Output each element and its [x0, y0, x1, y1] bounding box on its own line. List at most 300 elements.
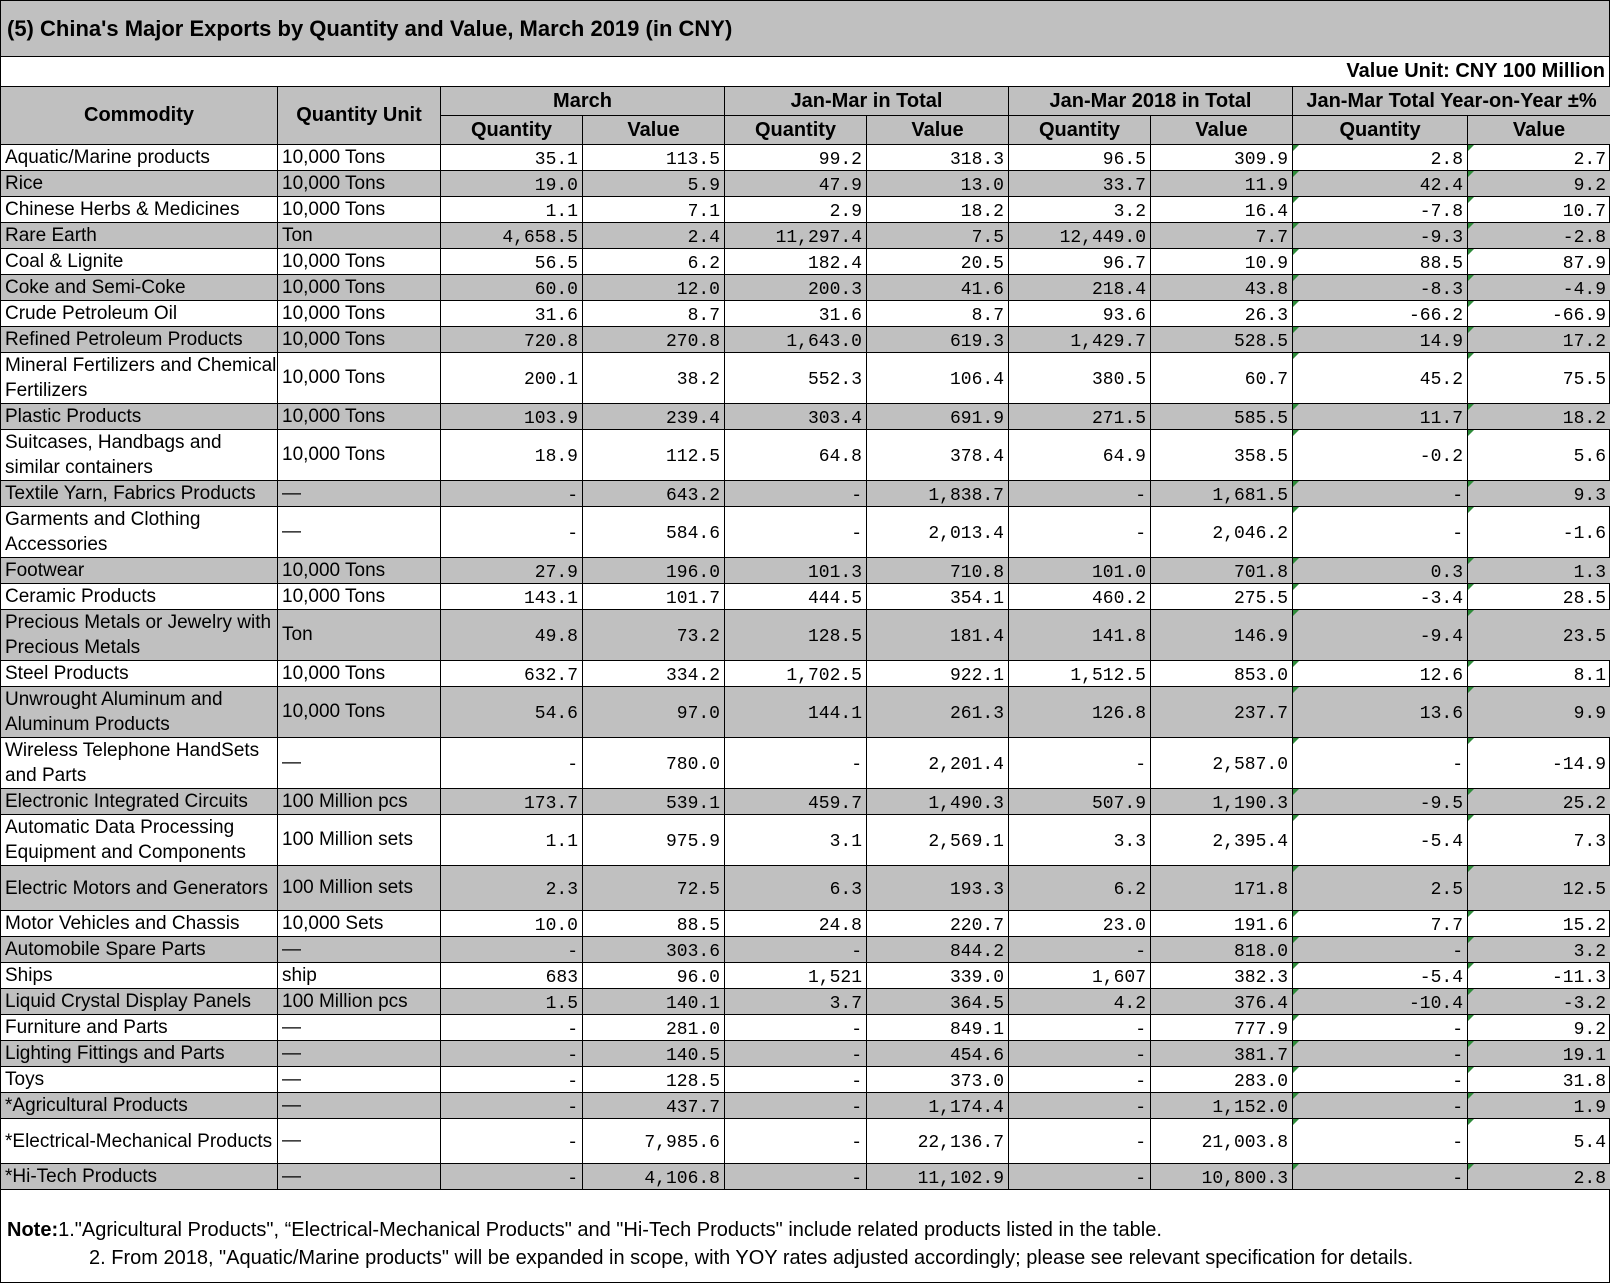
value-cell: 585.5	[1151, 404, 1293, 430]
table-row	[1, 353, 1610, 404]
quantity-cell: 93.6	[1009, 301, 1151, 327]
quantity-unit-cell: 10,000 Tons	[278, 584, 441, 610]
header-group-jan-mar-total: Jan-Mar in Total	[725, 87, 1009, 116]
quantity-cell: -	[1009, 1067, 1151, 1093]
header-sub-value: Value	[1468, 116, 1610, 145]
value-cell: 73.2	[583, 610, 725, 661]
quantity-cell: 3.7	[725, 989, 867, 1015]
quantity-cell: 144.1	[725, 687, 867, 738]
value-cell: 364.5	[867, 989, 1009, 1015]
quantity-cell: 128.5	[725, 610, 867, 661]
commodity-cell: Plastic Products	[1, 404, 278, 430]
quantity-cell: 459.7	[725, 789, 867, 815]
quantity-cell: -	[725, 1067, 867, 1093]
exports-table	[0, 86, 1610, 1190]
table-row	[1, 507, 1610, 558]
quantity-cell: 12,449.0	[1009, 223, 1151, 249]
value-cell: 376.4	[1151, 989, 1293, 1015]
quantity-cell: -	[1009, 937, 1151, 963]
commodity-cell: Unwrought Aluminum and Aluminum Products	[1, 687, 278, 738]
quantity-unit-cell: 10,000 Tons	[278, 661, 441, 687]
value-cell: -14.9	[1468, 738, 1610, 789]
quantity-unit-cell: —	[278, 1015, 441, 1041]
quantity-cell: -	[441, 1164, 583, 1190]
quantity-unit-cell: —	[278, 507, 441, 558]
value-cell: 2.8	[1468, 1164, 1610, 1190]
quantity-unit-cell: Ton	[278, 610, 441, 661]
quantity-cell: 47.9	[725, 171, 867, 197]
quantity-cell: -5.4	[1293, 963, 1468, 989]
value-cell: 38.2	[583, 353, 725, 404]
quantity-cell: -9.4	[1293, 610, 1468, 661]
value-cell: 75.5	[1468, 353, 1610, 404]
value-cell: 10,800.3	[1151, 1164, 1293, 1190]
value-cell: 777.9	[1151, 1015, 1293, 1041]
value-cell: 22,136.7	[867, 1119, 1009, 1164]
value-cell: 181.4	[867, 610, 1009, 661]
commodity-cell: Garments and Clothing Accessories	[1, 507, 278, 558]
commodity-cell: Suitcases, Handbags and similar containers	[1, 430, 278, 481]
quantity-unit-cell: —	[278, 481, 441, 507]
quantity-cell: 6.3	[725, 866, 867, 911]
value-cell: 97.0	[583, 687, 725, 738]
quantity-cell: -	[441, 481, 583, 507]
quantity-unit-cell: —	[278, 1164, 441, 1190]
value-cell: 239.4	[583, 404, 725, 430]
value-cell: 18.2	[1468, 404, 1610, 430]
value-cell: 72.5	[583, 866, 725, 911]
value-cell: 7,985.6	[583, 1119, 725, 1164]
value-cell: 2,569.1	[867, 815, 1009, 866]
table-row	[1, 171, 1610, 197]
quantity-cell: 2.9	[725, 197, 867, 223]
commodity-cell: Automatic Data Processing Equipment and Components	[1, 815, 278, 866]
quantity-cell: -9.5	[1293, 789, 1468, 815]
quantity-cell: 23.0	[1009, 911, 1151, 937]
quantity-unit-cell: 100 Million sets	[278, 866, 441, 911]
quantity-cell: 1,607	[1009, 963, 1151, 989]
title-bar	[1, 1, 1609, 57]
value-cell: 373.0	[867, 1067, 1009, 1093]
value-cell: 113.5	[583, 145, 725, 171]
quantity-cell: 6.2	[1009, 866, 1151, 911]
commodity-cell: Rice	[1, 171, 278, 197]
quantity-cell: -	[1293, 1119, 1468, 1164]
value-cell: 140.5	[583, 1041, 725, 1067]
quantity-cell: -	[441, 1119, 583, 1164]
value-cell: 378.4	[867, 430, 1009, 481]
value-cell: -4.9	[1468, 275, 1610, 301]
value-cell: 382.3	[1151, 963, 1293, 989]
quantity-cell: -5.4	[1293, 815, 1468, 866]
value-cell: 619.3	[867, 327, 1009, 353]
quantity-cell: -	[725, 1164, 867, 1190]
value-cell: 25.2	[1468, 789, 1610, 815]
table-row	[1, 1041, 1610, 1067]
value-cell: 853.0	[1151, 661, 1293, 687]
value-cell: -3.2	[1468, 989, 1610, 1015]
table-row	[1, 404, 1610, 430]
quantity-unit-cell: 10,000 Tons	[278, 275, 441, 301]
value-cell: 275.5	[1151, 584, 1293, 610]
quantity-cell: 1.5	[441, 989, 583, 1015]
value-cell: 3.2	[1468, 937, 1610, 963]
value-cell: 220.7	[867, 911, 1009, 937]
quantity-cell: -66.2	[1293, 301, 1468, 327]
quantity-cell: -	[441, 1067, 583, 1093]
commodity-cell: Footwear	[1, 558, 278, 584]
value-cell: 270.8	[583, 327, 725, 353]
value-cell: 20.5	[867, 249, 1009, 275]
quantity-unit-cell: 10,000 Tons	[278, 197, 441, 223]
quantity-cell: 1,643.0	[725, 327, 867, 353]
value-cell: 8.1	[1468, 661, 1610, 687]
value-cell: 87.9	[1468, 249, 1610, 275]
table-row	[1, 327, 1610, 353]
table-row	[1, 738, 1610, 789]
quantity-cell: 3.3	[1009, 815, 1151, 866]
value-cell: 5.9	[583, 171, 725, 197]
quantity-cell: -	[1293, 1164, 1468, 1190]
quantity-cell: 101.3	[725, 558, 867, 584]
value-cell: 334.2	[583, 661, 725, 687]
quantity-cell: 14.9	[1293, 327, 1468, 353]
footnote	[1, 1190, 1609, 1272]
quantity-cell: -7.8	[1293, 197, 1468, 223]
table-row	[1, 1164, 1610, 1190]
commodity-cell: Lighting Fittings and Parts	[1, 1041, 278, 1067]
table-row	[1, 1119, 1610, 1164]
quantity-cell: 1.1	[441, 815, 583, 866]
quantity-cell: 45.2	[1293, 353, 1468, 404]
value-cell: 1,152.0	[1151, 1093, 1293, 1119]
value-cell: 101.7	[583, 584, 725, 610]
header-sub-value: Value	[867, 116, 1009, 145]
quantity-cell: -	[725, 738, 867, 789]
value-cell: 7.3	[1468, 815, 1610, 866]
quantity-cell: 444.5	[725, 584, 867, 610]
quantity-unit-cell: 10,000 Sets	[278, 911, 441, 937]
quantity-unit-cell: 100 Million pcs	[278, 789, 441, 815]
quantity-unit-cell: 10,000 Tons	[278, 171, 441, 197]
table-row	[1, 430, 1610, 481]
value-cell: 2.4	[583, 223, 725, 249]
value-cell: 4,106.8	[583, 1164, 725, 1190]
quantity-unit-cell: 10,000 Tons	[278, 249, 441, 275]
quantity-cell: -	[1009, 1093, 1151, 1119]
quantity-cell: 1.1	[441, 197, 583, 223]
value-cell: 12.5	[1468, 866, 1610, 911]
quantity-cell: -	[1293, 481, 1468, 507]
value-cell: 17.2	[1468, 327, 1610, 353]
quantity-cell: 1,429.7	[1009, 327, 1151, 353]
quantity-unit-cell: —	[278, 1041, 441, 1067]
quantity-cell: -	[725, 507, 867, 558]
value-cell: 710.8	[867, 558, 1009, 584]
header-sub-quantity: Quantity	[725, 116, 867, 145]
value-cell: 96.0	[583, 963, 725, 989]
table-row	[1, 610, 1610, 661]
value-cell: 106.4	[867, 353, 1009, 404]
page-title: (5) China's Major Exports by Quantity and Value, March 2019 (in CNY)	[7, 15, 733, 41]
commodity-cell: *Agricultural Products	[1, 1093, 278, 1119]
quantity-unit-cell: ship	[278, 963, 441, 989]
quantity-cell: -	[441, 1093, 583, 1119]
value-cell: 2.7	[1468, 145, 1610, 171]
quantity-cell: 96.5	[1009, 145, 1151, 171]
commodity-cell: Ceramic Products	[1, 584, 278, 610]
value-cell: 193.3	[867, 866, 1009, 911]
header-sub-quantity: Quantity	[1009, 116, 1151, 145]
quantity-cell: 182.4	[725, 249, 867, 275]
quantity-cell: -	[1009, 1119, 1151, 1164]
value-cell: 1,490.3	[867, 789, 1009, 815]
table-row	[1, 145, 1610, 171]
quantity-cell: 380.5	[1009, 353, 1151, 404]
value-cell: 41.6	[867, 275, 1009, 301]
value-cell: 31.8	[1468, 1067, 1610, 1093]
commodity-cell: Steel Products	[1, 661, 278, 687]
quantity-cell: 632.7	[441, 661, 583, 687]
quantity-cell: 18.9	[441, 430, 583, 481]
table-row	[1, 937, 1610, 963]
header-commodity: Commodity	[1, 87, 278, 145]
table-row	[1, 789, 1610, 815]
quantity-cell: -	[725, 1041, 867, 1067]
quantity-cell: 33.7	[1009, 171, 1151, 197]
quantity-cell: 24.8	[725, 911, 867, 937]
commodity-cell: Automobile Spare Parts	[1, 937, 278, 963]
note-label: Note:	[7, 1219, 59, 1241]
value-cell: 2,013.4	[867, 507, 1009, 558]
table-row	[1, 963, 1610, 989]
quantity-cell: 1,512.5	[1009, 661, 1151, 687]
quantity-cell: 200.3	[725, 275, 867, 301]
value-cell: 539.1	[583, 789, 725, 815]
value-cell: 922.1	[867, 661, 1009, 687]
quantity-cell: -	[725, 1119, 867, 1164]
value-cell: 7.5	[867, 223, 1009, 249]
table-row	[1, 911, 1610, 937]
value-cell: 2,587.0	[1151, 738, 1293, 789]
quantity-cell: -	[441, 1015, 583, 1041]
quantity-cell: 11,297.4	[725, 223, 867, 249]
value-cell: -66.9	[1468, 301, 1610, 327]
quantity-cell: 35.1	[441, 145, 583, 171]
commodity-cell: Coke and Semi-Coke	[1, 275, 278, 301]
value-cell: 528.5	[1151, 327, 1293, 353]
header-group-march: March	[441, 87, 725, 116]
value-cell: 28.5	[1468, 584, 1610, 610]
footnote-line-2: 2. From 2018, "Aquatic/Marine products" will be expanded in scope, with YOY rates adjusted accordingly; please see relevant specification for details.	[89, 1247, 1414, 1269]
quantity-cell: 3.2	[1009, 197, 1151, 223]
value-cell: 437.7	[583, 1093, 725, 1119]
header-sub-value: Value	[1151, 116, 1293, 145]
value-cell: 844.2	[867, 937, 1009, 963]
commodity-cell: Electric Motors and Generators	[1, 866, 278, 911]
value-cell: -11.3	[1468, 963, 1610, 989]
header-sub-value: Value	[583, 116, 725, 145]
header-quantity-unit: Quantity Unit	[278, 87, 441, 145]
value-cell: 23.5	[1468, 610, 1610, 661]
quantity-cell: 0.3	[1293, 558, 1468, 584]
value-cell: 454.6	[867, 1041, 1009, 1067]
value-cell: 16.4	[1151, 197, 1293, 223]
commodity-cell: Wireless Telephone HandSets and Parts	[1, 738, 278, 789]
quantity-cell: 13.6	[1293, 687, 1468, 738]
quantity-unit-cell: 10,000 Tons	[278, 430, 441, 481]
note-text-1: 1."Agricultural Products", “Electrical-Mechanical Products" and "Hi-Tech Products" include related products listed in the table.	[58, 1219, 1162, 1241]
commodity-cell: Refined Petroleum Products	[1, 327, 278, 353]
value-cell: 11.9	[1151, 171, 1293, 197]
table-row	[1, 197, 1610, 223]
commodity-cell: Electronic Integrated Circuits	[1, 789, 278, 815]
value-cell: 849.1	[867, 1015, 1009, 1041]
value-cell: 9.3	[1468, 481, 1610, 507]
quantity-cell: 2.8	[1293, 145, 1468, 171]
quantity-cell: -	[1009, 1015, 1151, 1041]
value-cell: 7.1	[583, 197, 725, 223]
commodity-cell: Motor Vehicles and Chassis	[1, 911, 278, 937]
quantity-cell: -9.3	[1293, 223, 1468, 249]
quantity-cell: 64.8	[725, 430, 867, 481]
value-cell: 140.1	[583, 989, 725, 1015]
commodity-cell: Aquatic/Marine products	[1, 145, 278, 171]
table-row	[1, 1015, 1610, 1041]
value-cell: -1.6	[1468, 507, 1610, 558]
value-cell: 11,102.9	[867, 1164, 1009, 1190]
value-cell: 9.2	[1468, 1015, 1610, 1041]
value-cell: 2,201.4	[867, 738, 1009, 789]
value-cell: 1.9	[1468, 1093, 1610, 1119]
header-group-yoy: Jan-Mar Total Year-on-Year ±%	[1293, 87, 1610, 116]
commodity-cell: Coal & Lignite	[1, 249, 278, 275]
quantity-cell: 2.3	[441, 866, 583, 911]
value-unit-label: Value Unit: CNY 100 Million	[1346, 60, 1605, 82]
quantity-cell: 64.9	[1009, 430, 1151, 481]
value-cell: 318.3	[867, 145, 1009, 171]
quantity-cell: -8.3	[1293, 275, 1468, 301]
quantity-cell: -	[725, 1093, 867, 1119]
quantity-cell: -	[1009, 481, 1151, 507]
quantity-unit-cell: Ton	[278, 223, 441, 249]
quantity-cell: 720.8	[441, 327, 583, 353]
commodity-cell: Liquid Crystal Display Panels	[1, 989, 278, 1015]
value-cell: 10.9	[1151, 249, 1293, 275]
quantity-cell: -	[1009, 1041, 1151, 1067]
quantity-cell: 141.8	[1009, 610, 1151, 661]
commodity-cell: Ships	[1, 963, 278, 989]
quantity-unit-cell: 10,000 Tons	[278, 145, 441, 171]
value-cell: 354.1	[867, 584, 1009, 610]
quantity-cell: 218.4	[1009, 275, 1151, 301]
quantity-cell: -	[441, 507, 583, 558]
table-row	[1, 661, 1610, 687]
quantity-unit-cell: 10,000 Tons	[278, 327, 441, 353]
quantity-cell: 49.8	[441, 610, 583, 661]
table-row	[1, 815, 1610, 866]
value-cell: 18.2	[867, 197, 1009, 223]
value-cell: 358.5	[1151, 430, 1293, 481]
value-cell: 691.9	[867, 404, 1009, 430]
quantity-cell: 31.6	[441, 301, 583, 327]
quantity-cell: 1,702.5	[725, 661, 867, 687]
footnote-line-1	[7, 1216, 1609, 1244]
quantity-cell: 7.7	[1293, 911, 1468, 937]
quantity-cell: 101.0	[1009, 558, 1151, 584]
quantity-cell: 96.7	[1009, 249, 1151, 275]
quantity-cell: 11.7	[1293, 404, 1468, 430]
quantity-cell: -	[441, 937, 583, 963]
value-cell: 643.2	[583, 481, 725, 507]
commodity-cell: Chinese Herbs & Medicines	[1, 197, 278, 223]
value-cell: 237.7	[1151, 687, 1293, 738]
quantity-cell: 1,521	[725, 963, 867, 989]
quantity-cell: 552.3	[725, 353, 867, 404]
quantity-unit-cell: 10,000 Tons	[278, 353, 441, 404]
quantity-unit-cell: —	[278, 1119, 441, 1164]
commodity-cell: Toys	[1, 1067, 278, 1093]
quantity-cell: 56.5	[441, 249, 583, 275]
value-cell: 339.0	[867, 963, 1009, 989]
quantity-cell: 4,658.5	[441, 223, 583, 249]
quantity-cell: 10.0	[441, 911, 583, 937]
header-group-jan-mar-2018: Jan-Mar 2018 in Total	[1009, 87, 1293, 116]
quantity-cell: -	[1293, 1041, 1468, 1067]
value-cell: 191.6	[1151, 911, 1293, 937]
quantity-unit-cell: 10,000 Tons	[278, 687, 441, 738]
value-cell: 21,003.8	[1151, 1119, 1293, 1164]
table-row	[1, 866, 1610, 911]
value-cell: 1,190.3	[1151, 789, 1293, 815]
quantity-cell: 19.0	[441, 171, 583, 197]
quantity-unit-cell: 10,000 Tons	[278, 301, 441, 327]
value-cell: 780.0	[583, 738, 725, 789]
quantity-cell: 507.9	[1009, 789, 1151, 815]
quantity-cell: -	[1293, 738, 1468, 789]
quantity-cell: 271.5	[1009, 404, 1151, 430]
quantity-cell: 126.8	[1009, 687, 1151, 738]
value-cell: 283.0	[1151, 1067, 1293, 1093]
commodity-cell: Textile Yarn, Fabrics Products	[1, 481, 278, 507]
commodity-cell: Precious Metals or Jewelry with Precious Metals	[1, 610, 278, 661]
table-row	[1, 1067, 1610, 1093]
quantity-cell: 88.5	[1293, 249, 1468, 275]
value-cell: 8.7	[583, 301, 725, 327]
table-row	[1, 584, 1610, 610]
value-cell: 5.4	[1468, 1119, 1610, 1164]
table-row	[1, 687, 1610, 738]
value-cell: 281.0	[583, 1015, 725, 1041]
quantity-cell: 54.6	[441, 687, 583, 738]
quantity-unit-cell: —	[278, 1093, 441, 1119]
quantity-cell: -10.4	[1293, 989, 1468, 1015]
quantity-cell: -3.4	[1293, 584, 1468, 610]
table-row	[1, 481, 1610, 507]
quantity-unit-cell: —	[278, 1067, 441, 1093]
quantity-cell: 60.0	[441, 275, 583, 301]
quantity-cell: -0.2	[1293, 430, 1468, 481]
quantity-unit-cell: 100 Million pcs	[278, 989, 441, 1015]
value-cell: 9.9	[1468, 687, 1610, 738]
quantity-cell: 2.5	[1293, 866, 1468, 911]
value-cell: 12.0	[583, 275, 725, 301]
commodity-cell: Mineral Fertilizers and Chemical Fertilizers	[1, 353, 278, 404]
table-row	[1, 989, 1610, 1015]
quantity-cell: -	[1293, 507, 1468, 558]
value-cell: 128.5	[583, 1067, 725, 1093]
quantity-cell: 173.7	[441, 789, 583, 815]
